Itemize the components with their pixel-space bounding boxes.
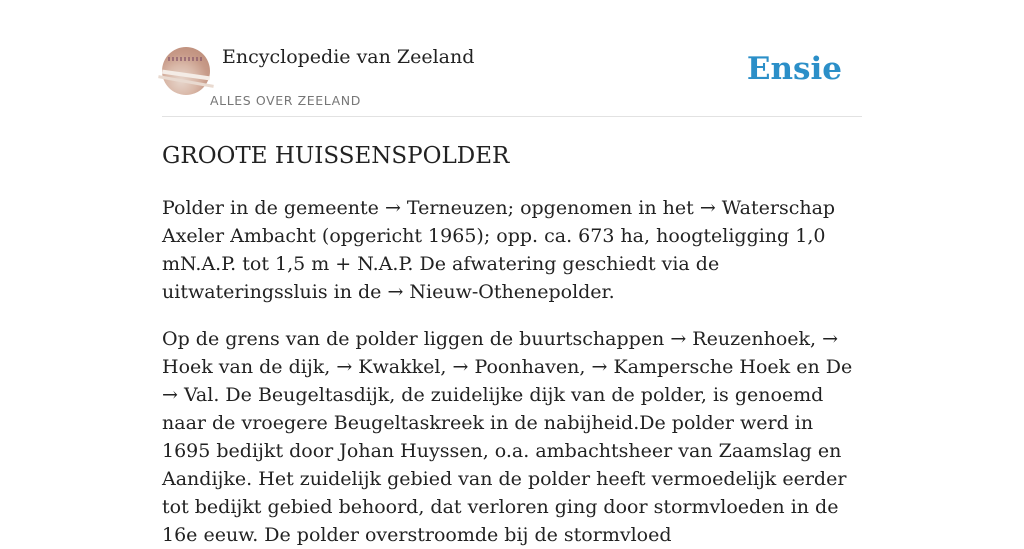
- text-segment: ,: [324, 356, 337, 378]
- text-segment: (opgericht 1965); opp. ca. 673 ha, hoogteligging 1,0 mN.A.P. tot 1,5 m + N.A.P. De afwatering geschiedt via de uitwateringssluis in de: [162, 225, 826, 303]
- entry-paragraph: [162, 194, 862, 306]
- reference-link-poonhaven[interactable]: → Poonhaven: [452, 356, 580, 378]
- page-container: [162, 0, 862, 549]
- logo-skyline-decoration: [168, 57, 204, 61]
- reference-link-hoek-van-de-dijk[interactable]: → Hoek van de dijk: [162, 328, 839, 378]
- entry-paragraph: [162, 325, 862, 549]
- entry-title: GROOTE HUISSENSPOLDER: [162, 143, 510, 169]
- reference-link-terneuzen[interactable]: → Terneuzen: [384, 197, 508, 219]
- text-segment: .: [608, 281, 615, 303]
- text-segment: en De: [790, 356, 853, 378]
- reference-link-nieuw-othenepolder[interactable]: → Nieuw-Othenepolder: [387, 281, 609, 303]
- entry-body: [162, 194, 862, 549]
- text-segment: ; opgenomen in het: [507, 197, 700, 219]
- site-subtitle: ALLES OVER ZEELAND: [210, 93, 361, 108]
- reference-link-waterschap-axeler-ambacht[interactable]: → Waterschap Axeler Ambacht: [162, 197, 836, 247]
- text-segment: ,: [810, 328, 823, 350]
- reference-link-val[interactable]: → Val: [162, 384, 214, 406]
- reference-link-kwakkel[interactable]: → Kwakkel: [336, 356, 441, 378]
- text-segment: ,: [579, 356, 592, 378]
- ensie-brand-link[interactable]: Ensie: [746, 51, 842, 87]
- site-title-link[interactable]: Encyclopedie van Zeeland: [222, 46, 475, 68]
- site-header: [162, 0, 862, 117]
- text-segment: ,: [440, 356, 453, 378]
- reference-link-reuzenhoek[interactable]: → Reuzenhoek: [670, 328, 811, 350]
- reference-link-kampersche-hoek[interactable]: → Kampersche Hoek: [591, 356, 791, 378]
- text-segment: . De Beugeltasdijk, de zuidelijke dijk van de polder, is genoemd naar de vroegere Beugeltaskreek in de nabijheid.De polder werd in 1695 bedijkt door Johan Huyssen, o.a. ambachtsheer van Zaamslag en Aandijke. Het zuidelijk gebied van de polder heeft vermoedelijk eerder tot bedijkt gebied behoord, dat verloren ging door stormvloeden in de 16e eeuw. De polder overstroomde bij de stormvloed: [162, 384, 847, 546]
- site-logo[interactable]: [162, 47, 210, 95]
- text-segment: Polder in de gemeente: [162, 197, 385, 219]
- text-segment: Op de grens van de polder liggen de buurtschappen: [162, 328, 671, 350]
